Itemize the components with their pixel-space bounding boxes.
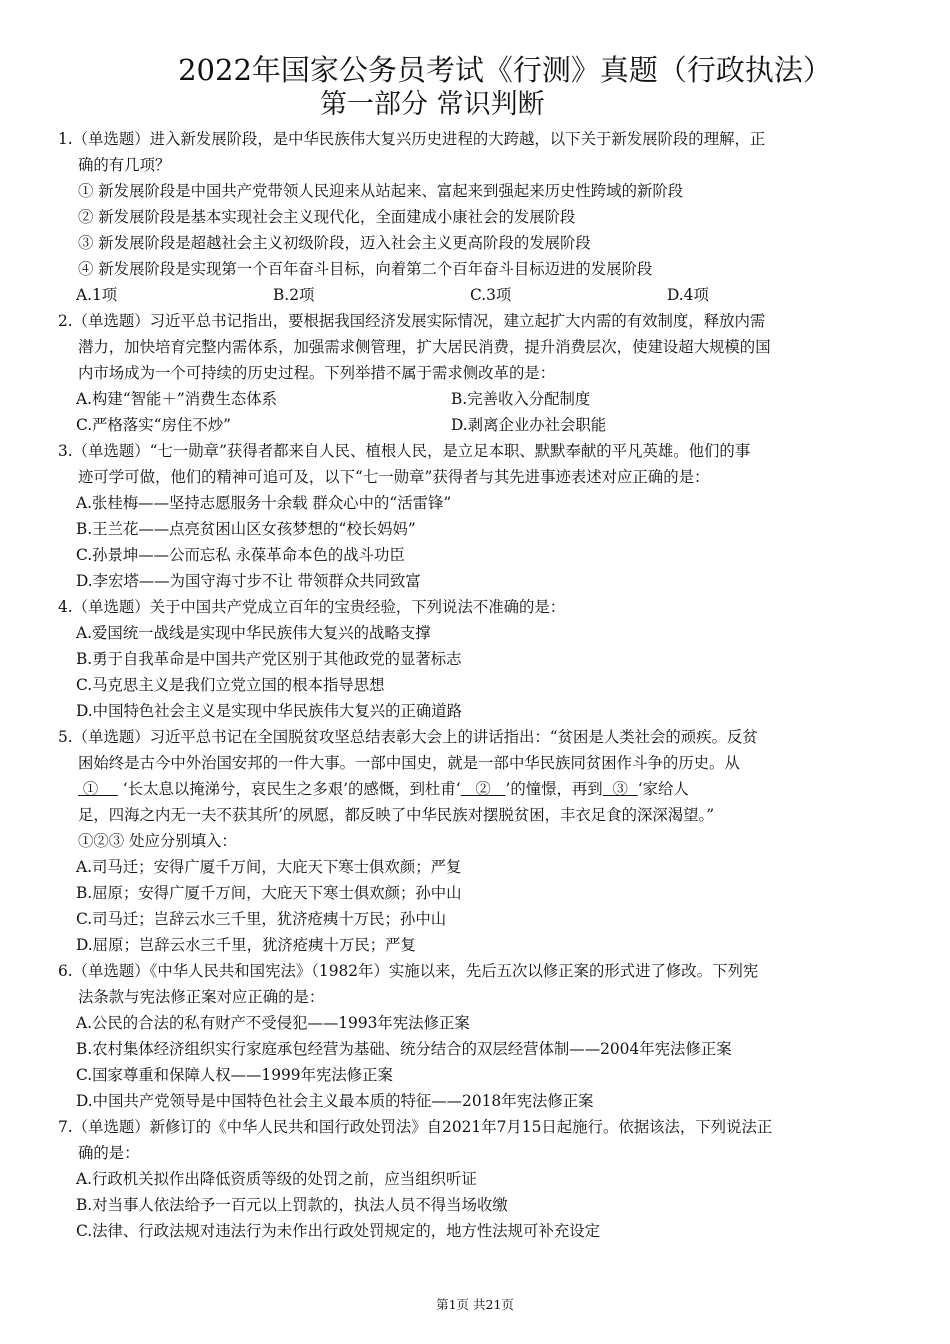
question-text: 5.（单选题）习近平总书记在全国脱贫攻坚总结表彰大会上的讲话指出：“贫困是人类社会的顽疾。反贫 xyxy=(58,728,758,746)
blank-3: ③ xyxy=(612,780,628,798)
option-a: A.公民的合法的私有财产不受侵犯——1993年宪法修正案 xyxy=(76,1014,470,1032)
statement: ④ 新发展阶段是实现第一个百年奋斗目标，向着第二个百年奋斗目标迈进的发展阶段 xyxy=(78,260,653,278)
option-d: D.4项 xyxy=(667,286,709,304)
question-list xyxy=(58,126,878,1244)
question-4 xyxy=(58,594,878,724)
option-b: B.对当事人依法给予一百元以上罚款的，执法人员不得当场收缴 xyxy=(76,1196,508,1214)
question-text: 确的有几项？ xyxy=(78,156,171,174)
question-text: 潜力，加快培育完整内需体系，加强需求侧管理，扩大居民消费，提升消费层次，使建设超大规模的国 xyxy=(78,338,771,356)
option-c: C.马克思主义是我们立党立国的根本指导思想 xyxy=(76,676,385,694)
question-text: 迹可学可做，他们的精神可追可及，以下“七一勋章”获得者与其先进事迹表述对应正确的是： xyxy=(78,468,710,486)
option-c: C.国家尊重和保障人权——1999年宪法修正案 xyxy=(76,1066,393,1084)
blank-2: ② xyxy=(475,780,491,798)
question-6 xyxy=(58,958,878,1114)
option-a: A.爱国统一战线是实现中华民族伟大复兴的战略支撑 xyxy=(76,624,431,642)
page-footer: 第1页 共21页 xyxy=(436,1297,514,1312)
question-5 xyxy=(58,724,878,958)
question-text: 足，四海之内无一夫不获其所’的夙愿，都反映了中华民族对摆脱贫困，丰衣足食的深深渴望。” xyxy=(78,806,715,824)
question-text: 困始终是古今中外治国安邦的一件大事。一部中国史，就是一部中华民族同贫困作斗争的历史。从 xyxy=(78,754,740,772)
options-row xyxy=(58,282,878,308)
option-a: A.司马迁；安得广厦千万间，大庇天下寒士俱欢颜；严复 xyxy=(76,858,462,876)
option-d: D.剥离企业办社会职能 xyxy=(451,416,607,434)
blank-1: ① xyxy=(82,780,99,798)
question-text: 6.（单选题）《中华人民共和国宪法》（1982年）实施以来，先后五次以修正案的形式进了修改。下列宪 xyxy=(58,962,759,980)
document-title: 2022年国家公务员考试《行测》真题（行政执法） xyxy=(178,53,832,87)
option-d: D.屈原；岂辞云水三千里，犹济疮痍十万民；严复 xyxy=(76,936,416,954)
option-c: C.3项 xyxy=(470,286,512,304)
option-a: A.构建“智能＋”消费生态体系 xyxy=(76,390,278,408)
options-row xyxy=(58,386,878,412)
option-c: C.法律、行政法规对违法行为未作出行政处罚规定的，地方性法规可补充设定 xyxy=(76,1222,601,1240)
question-text: 确的是： xyxy=(78,1144,140,1162)
question-text: 4.（单选题）关于中国共产党成立百年的宝贵经验，下列说法不准确的是： xyxy=(58,598,566,616)
option-a: A.张桂梅——坚持志愿服务十余载 群众心中的“活雷锋” xyxy=(76,494,452,512)
option-b: B.屈原；安得广厦千万间，大庇天下寒士俱欢颜；孙中山 xyxy=(76,884,462,902)
option-d: D.中国共产党领导是中国特色社会主义最本质的特征——2018年宪法修正案 xyxy=(76,1092,594,1110)
question-text: 1.（单选题）进入新发展阶段，是中华民族伟大复兴历史进程的大跨越，以下关于新发展阶段的理解，正 xyxy=(58,130,766,148)
question-text: 法条款与宪法修正案对应正确的是： xyxy=(78,988,325,1006)
question-2 xyxy=(58,308,878,438)
option-a: A.行政机关拟作出降低资质等级的处罚之前，应当组织听证 xyxy=(76,1170,477,1188)
option-c: C.严格落实“房住不炒” xyxy=(76,416,231,434)
question-text: 2.（单选题）习近平总书记指出，要根据我国经济发展实际情况，建立起扩大内需的有效制度，释放内需 xyxy=(58,312,766,330)
statement: ② 新发展阶段是基本实现社会主义现代化，全面建成小康社会的发展阶段 xyxy=(78,208,576,226)
option-d: D.李宏塔——为国守海寸步不让 带领群众共同致富 xyxy=(76,572,421,590)
section-title: 第一部分 常识判断 xyxy=(320,89,545,120)
question-7 xyxy=(58,1114,878,1244)
statement: ③ 新发展阶段是超越社会主义初级阶段，迈入社会主义更高阶段的发展阶段 xyxy=(78,234,591,252)
options-row xyxy=(58,412,878,438)
question-text: 内市场成为一个可持续的历史过程。下列举措不属于需求侧改革的是： xyxy=(78,364,556,382)
fill-blank-line: ① ‘长太息以掩涕兮，哀民生之多艰’的感慨，到杜甫‘ ② ’的憧憬，再到 ③ ‘家给人 xyxy=(58,776,878,802)
option-b: B.农村集体经济组织实行家庭承包经营为基础、统分结合的双层经营体制——2004年宪法修正案 xyxy=(76,1040,732,1058)
question-text: 3.（单选题）“七一勋章”获得者都来自人民、植根人民，是立足本职、默默奉献的平凡英雄。他们的事 xyxy=(58,442,751,460)
option-c: C.孙景坤——公而忘私 永葆革命本色的战斗功臣 xyxy=(76,546,405,564)
question-3 xyxy=(58,438,878,594)
option-d: D.中国特色社会主义是实现中华民族伟大复兴的正确道路 xyxy=(76,702,463,720)
question-text: ①②③ 处应分别填入： xyxy=(78,832,237,850)
option-b: B.勇于自我革命是中国共产党区别于其他政党的显著标志 xyxy=(76,650,462,668)
statement: ① 新发展阶段是中国共产党带领人民迎来从站起来、富起来到强起来历史性跨域的新阶段 xyxy=(78,182,684,200)
option-b: B.完善收入分配制度 xyxy=(451,390,591,408)
option-c: C.司马迁；岂辞云水三千里，犹济疮痍十万民；孙中山 xyxy=(76,910,447,928)
option-b: B.王兰花——点亮贫困山区女孩梦想的“校长妈妈” xyxy=(76,520,416,538)
option-a: A.1项 xyxy=(76,286,118,304)
option-b: B.2项 xyxy=(273,286,315,304)
question-text: 7.（单选题）新修订的《中华人民共和国行政处罚法》自2021年7月15日起施行。依据该法，下列说法正 xyxy=(58,1118,773,1136)
question-1 xyxy=(58,126,878,308)
